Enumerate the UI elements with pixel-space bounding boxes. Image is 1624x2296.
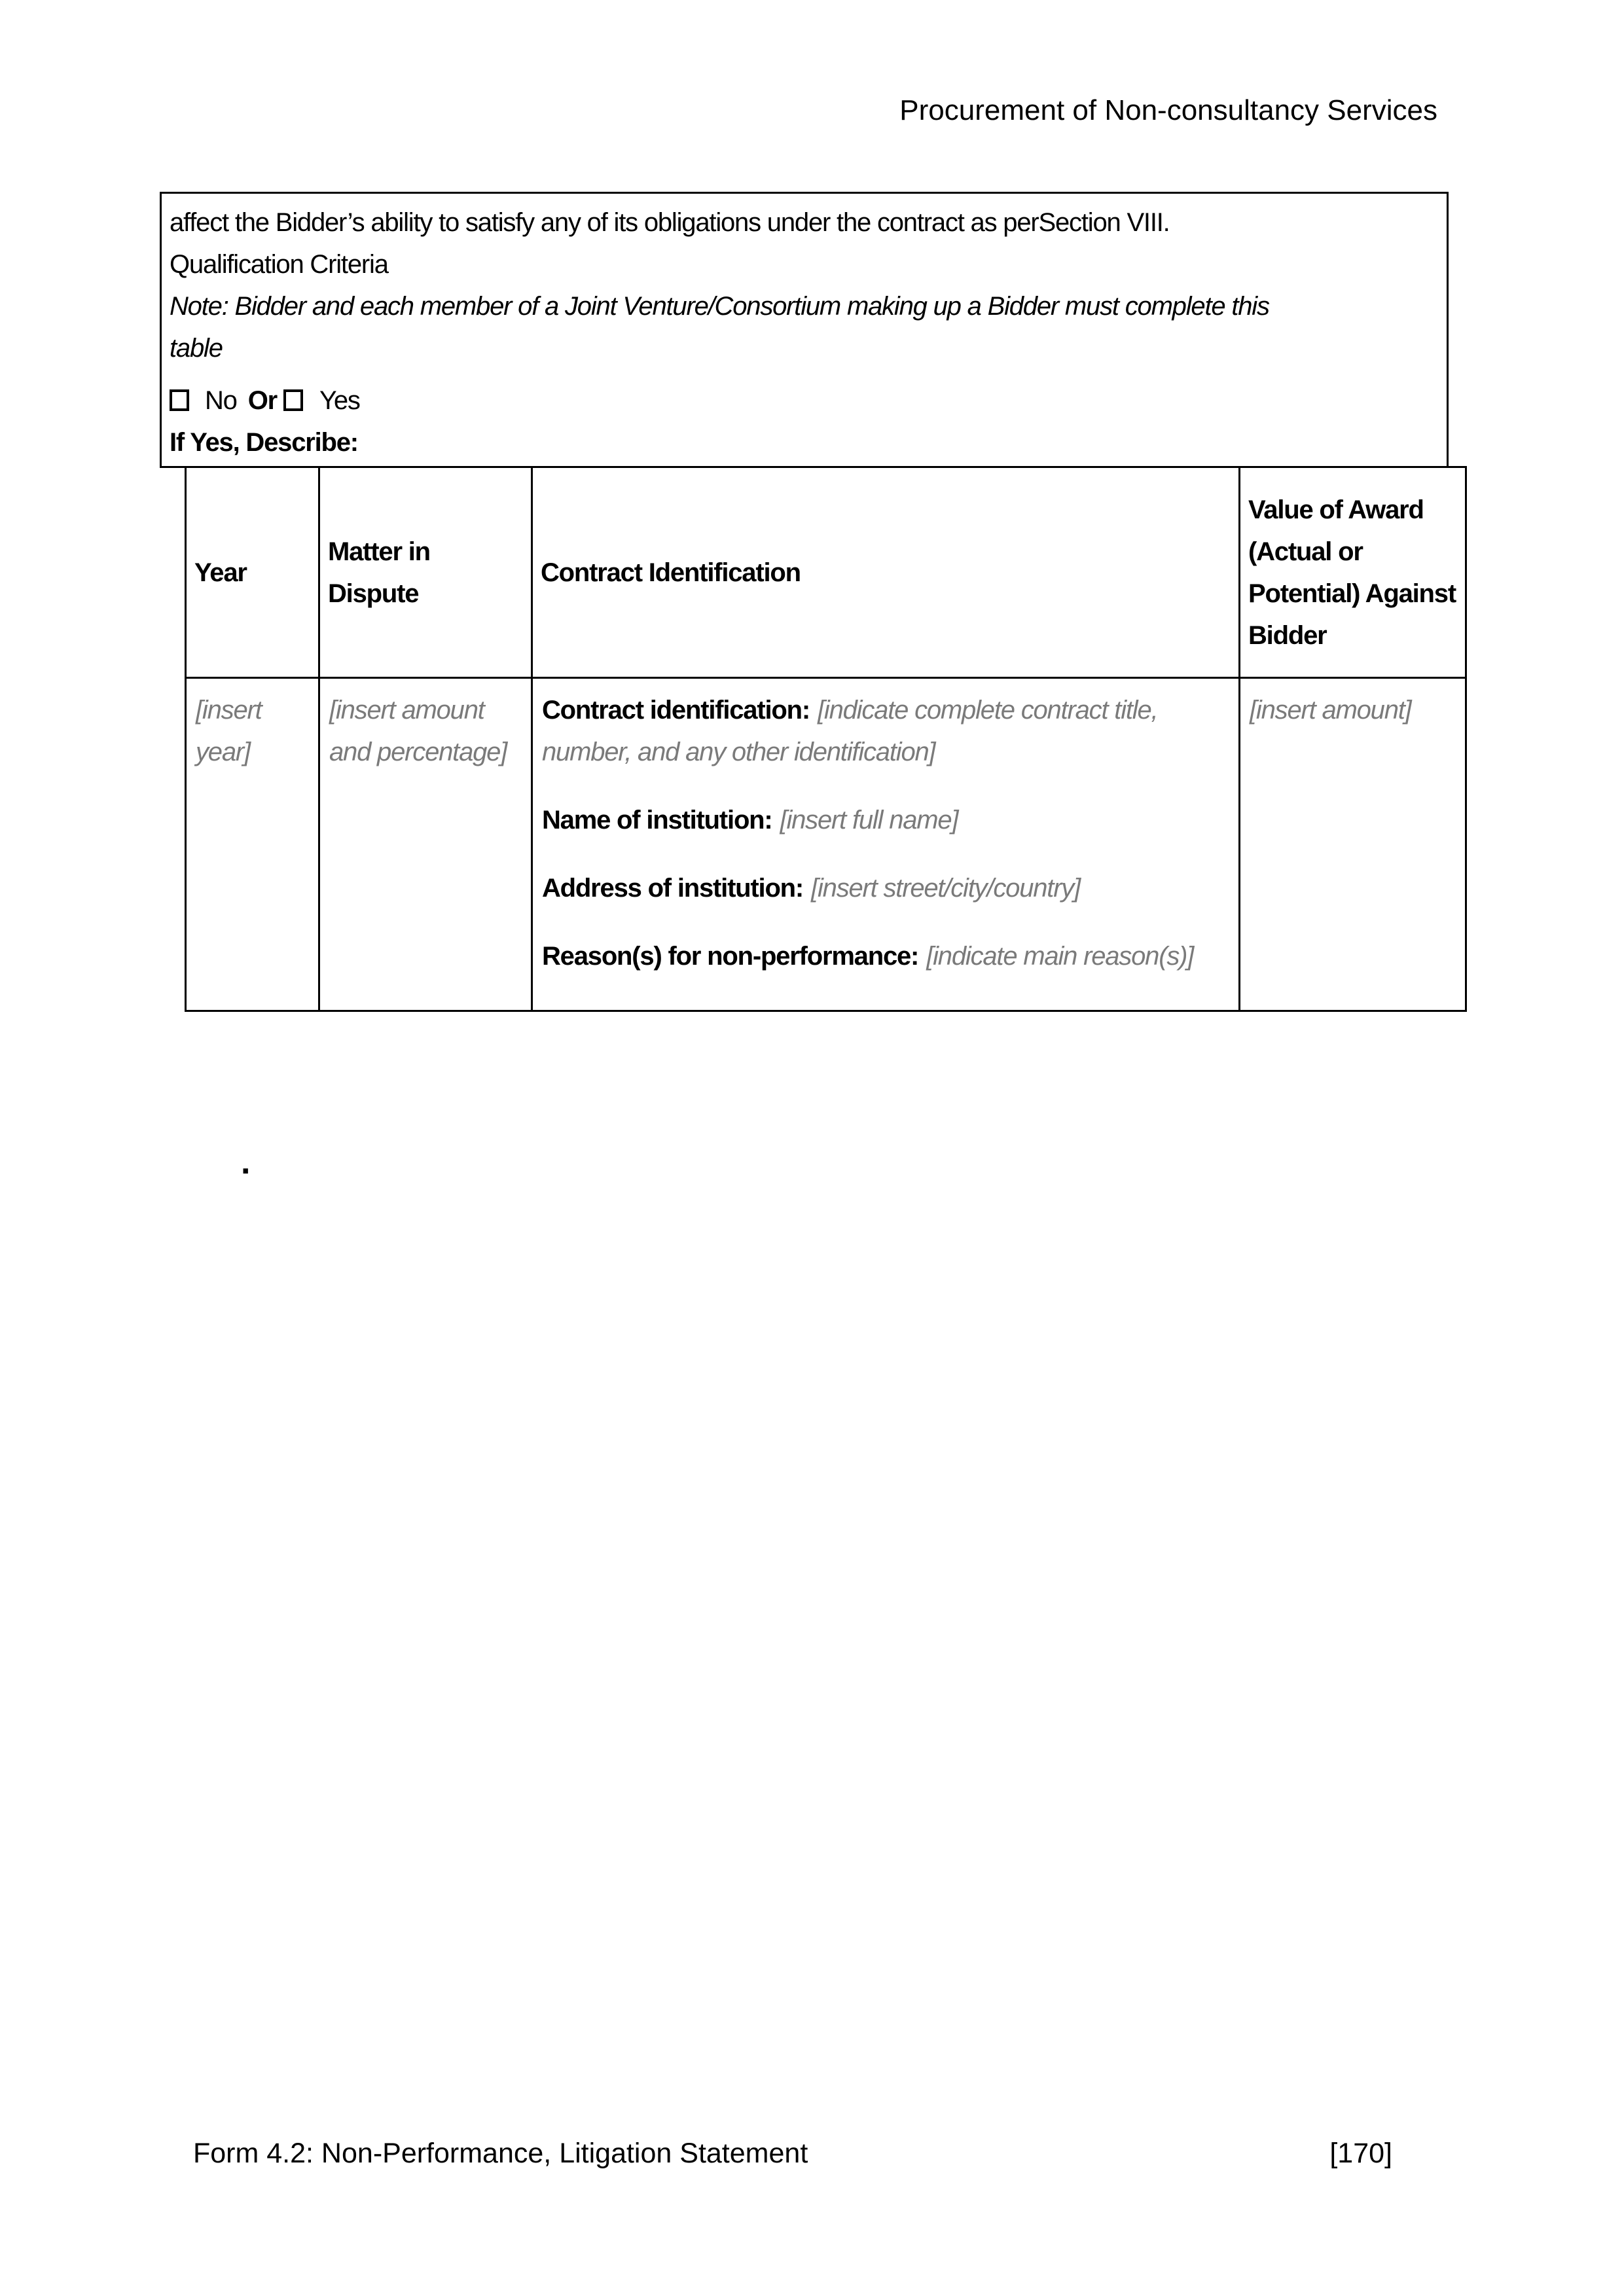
header-line: Dispute: [328, 579, 419, 608]
cell-contract-identification[interactable]: [532, 678, 1240, 1011]
header-line: Bidder: [1248, 620, 1327, 650]
footer-form-title: Form 4.2: Non-Performance, Litigation Statement: [193, 2138, 808, 2169]
yes-checkbox[interactable]: [283, 389, 303, 411]
reason-non-performance-field: [542, 935, 1229, 977]
col-header-value-of-award: [1240, 467, 1466, 678]
table-data-row: [186, 678, 1466, 1011]
intro-note-line: table: [170, 334, 223, 363]
table-header-row: [186, 467, 1466, 678]
field-placeholder: [insert full name]: [780, 806, 958, 834]
no-label: No: [205, 386, 237, 415]
header-line: (Actual or: [1248, 537, 1363, 566]
footer-page-number: [170]: [1329, 2138, 1392, 2169]
intro-note-line: Note: Bidder and each member of a Joint Venture/Consortium making up a Bidder must complete this: [170, 292, 1269, 321]
value-placeholder: [insert amount]: [1250, 696, 1411, 725]
name-of-institution-field: [542, 799, 1229, 841]
cell-value-of-award[interactable]: [1240, 678, 1466, 1011]
intro-paragraph-line: Qualification Criteria: [170, 250, 388, 279]
no-checkbox[interactable]: [170, 389, 189, 411]
intro-box: [160, 192, 1449, 468]
field-placeholder: [insert street/city/country]: [811, 874, 1081, 903]
or-label: Or: [247, 386, 278, 415]
field-label: Reason(s) for non-performance:: [542, 942, 919, 971]
year-placeholder: [insert year]: [196, 696, 262, 766]
stray-period: .: [241, 1143, 251, 1181]
cell-year[interactable]: [186, 678, 319, 1011]
intro-paragraph-line: affect the Bidder’s ability to satisfy any of its obligations under the contract as perSection VIII.: [170, 208, 1170, 237]
page-header-title: Procurement of Non-consultancy Services: [899, 94, 1437, 126]
litigation-statement-table: [185, 466, 1467, 1012]
header-line: Matter in: [328, 537, 430, 566]
field-label: Contract identification:: [542, 696, 810, 725]
address-of-institution-field: [542, 867, 1229, 909]
header-line: Value of Award: [1248, 495, 1424, 524]
field-label: Name of institution:: [542, 806, 772, 834]
header-line: Contract Identification: [541, 558, 801, 587]
if-yes-describe-label: If Yes, Describe:: [170, 428, 358, 457]
contract-identification-field: [542, 689, 1229, 773]
col-header-matter-in-dispute: [319, 467, 532, 678]
field-placeholder: [indicate main reason(s)]: [926, 942, 1194, 971]
header-line: Year: [194, 558, 247, 587]
header-line: Potential) Against: [1248, 579, 1456, 608]
cell-matter-in-dispute[interactable]: [319, 678, 532, 1011]
matter-placeholder: [insert amount and percentage]: [329, 696, 507, 766]
field-label: Address of institution:: [542, 874, 804, 903]
yes-label: Yes: [319, 386, 360, 415]
yes-no-option-row: [170, 380, 1427, 422]
col-header-year: [186, 467, 319, 678]
col-header-contract-identification: [532, 467, 1240, 678]
field-placeholder: [indicate complete contract title, number, and any other identification]: [542, 696, 1158, 766]
